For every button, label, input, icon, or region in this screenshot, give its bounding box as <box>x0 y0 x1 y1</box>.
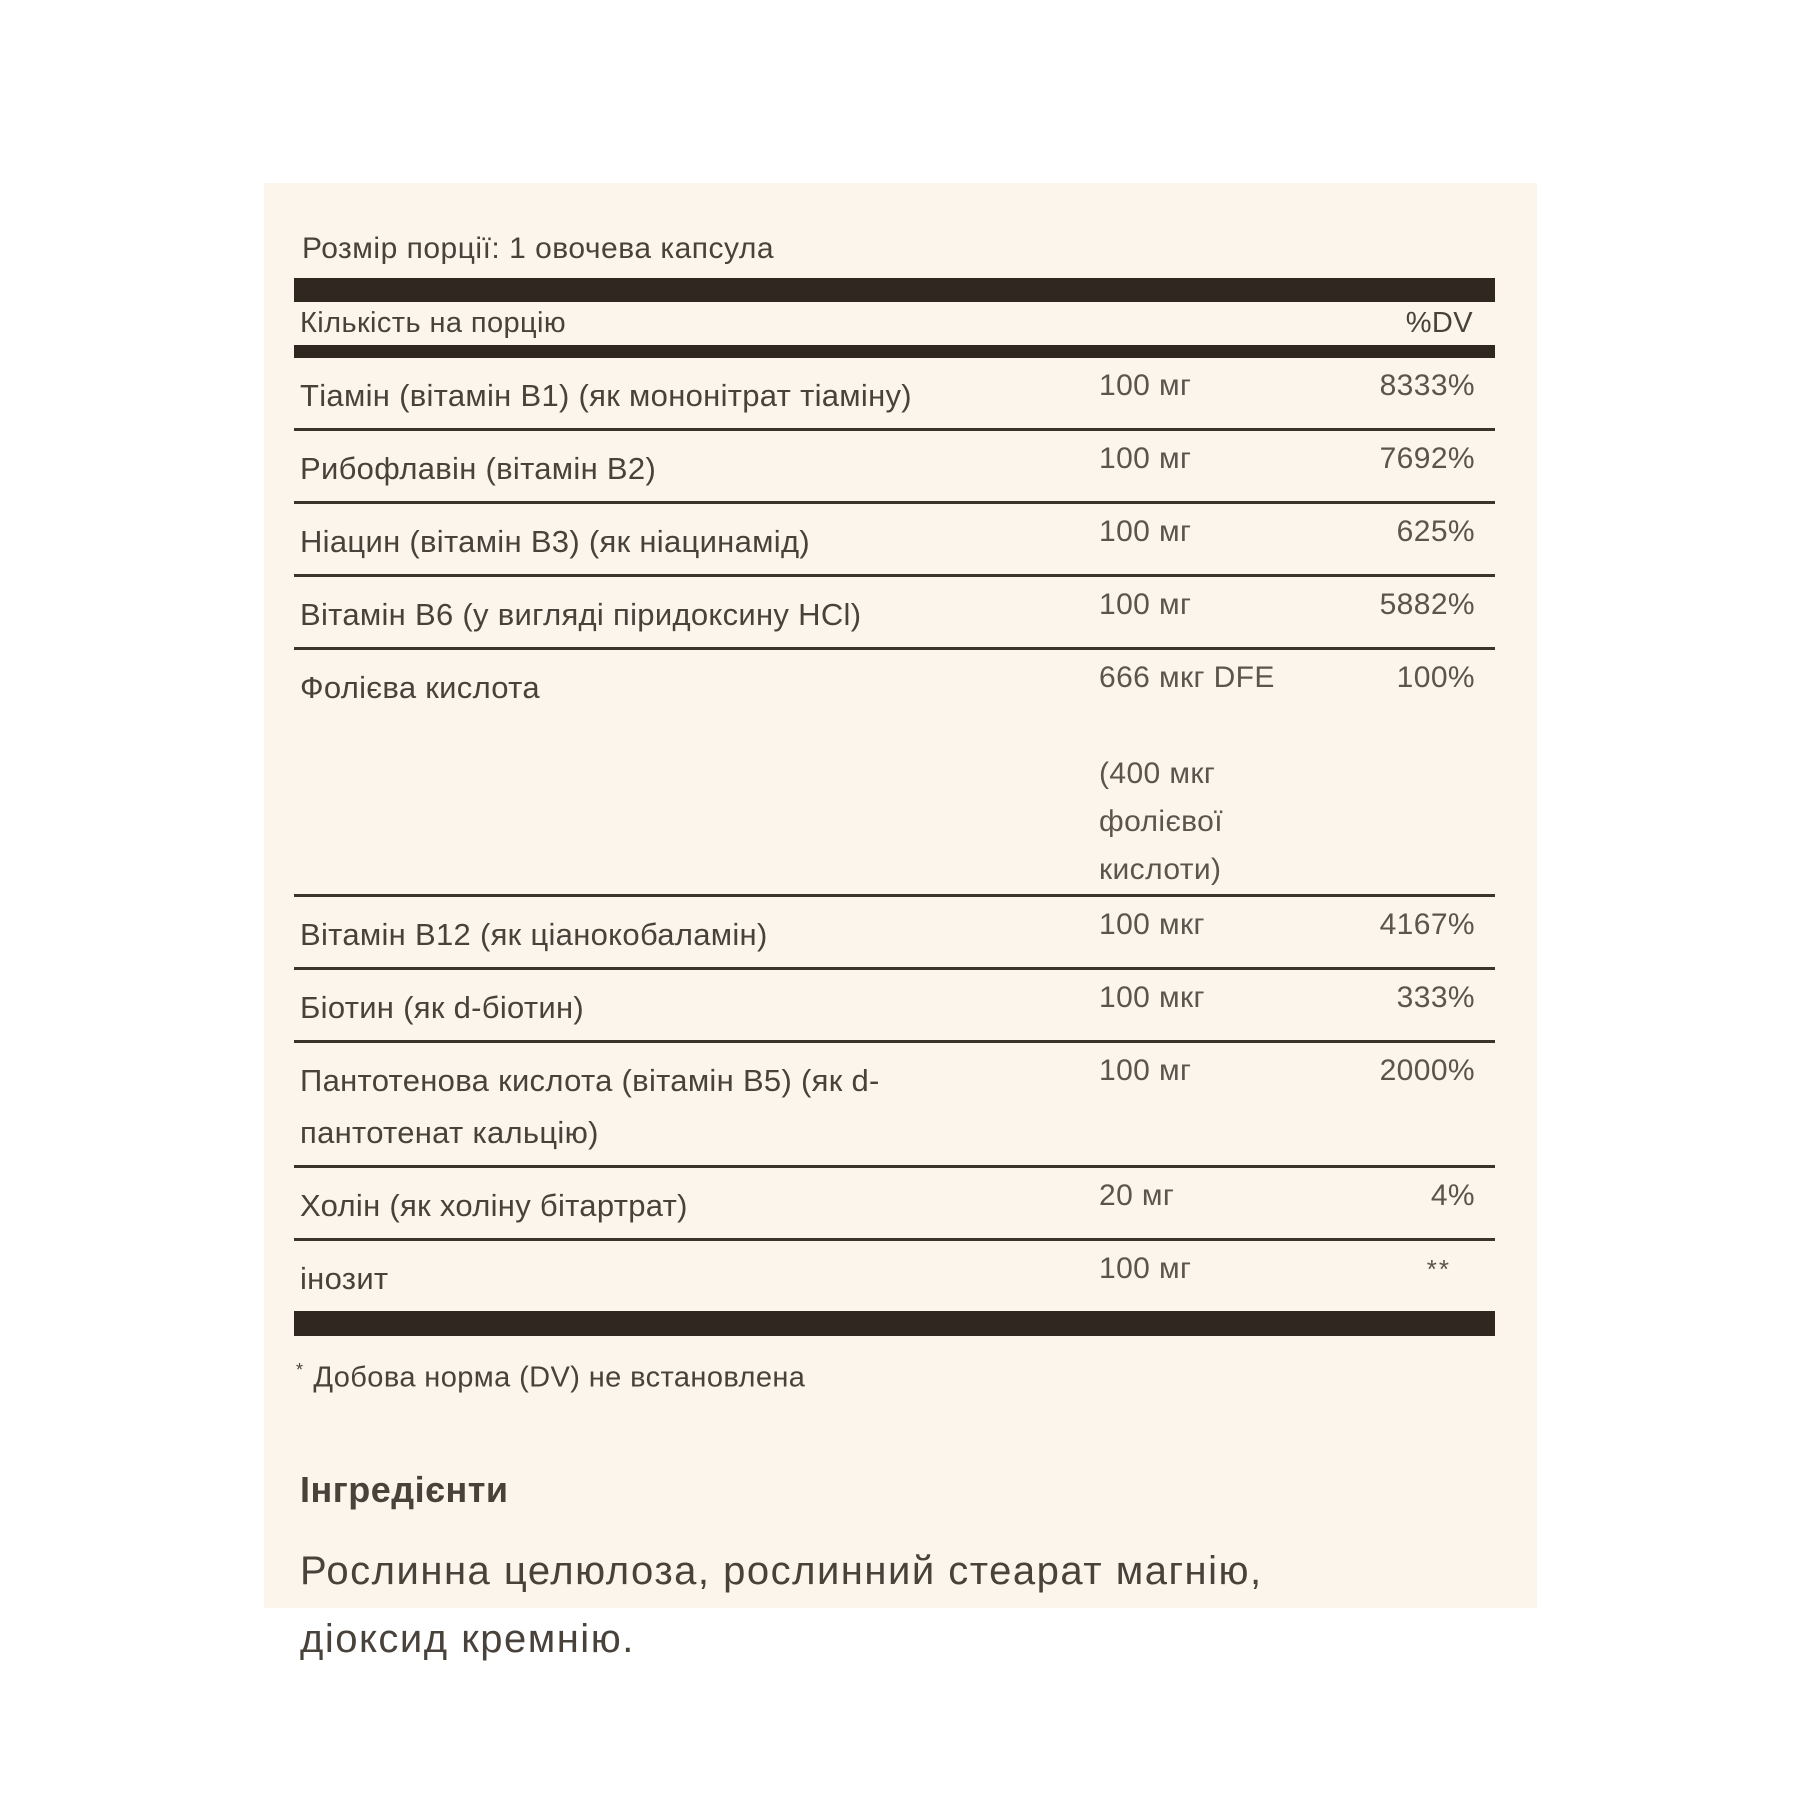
nutrient-amount: 666 мкг DFE (400 мкг фолієвої кислоти) <box>1099 661 1275 886</box>
nutrient-name: Біотин (як d-біотин) <box>300 990 585 1025</box>
footnote-text: Добова норма (DV) не встановлена <box>313 1361 806 1394</box>
nutrient-amount: 100 мг <box>1099 442 1192 475</box>
nutrient-name: Ніацин (вітамін B3) (як ніацинамід) <box>300 524 810 559</box>
nutrient-name: Пантотенова кислота (вітамін B5) (як d- пантотенат кальцію) <box>300 1063 880 1150</box>
supplement-facts-panel <box>264 183 1537 1661</box>
amount-per-serving-label: Кількість на порцію <box>300 307 567 339</box>
table-row <box>294 1238 1495 1311</box>
nutrient-dv: 4167% <box>1379 908 1475 941</box>
table-row <box>294 428 1495 501</box>
nutrient-amount: 100 мкг <box>1099 908 1205 941</box>
nutrient-name: Фолієва кислота <box>300 670 540 705</box>
dv-column-label: %DV <box>1405 307 1473 339</box>
table-row <box>294 967 1495 1040</box>
nutrient-dv: 4% <box>1430 1179 1475 1212</box>
table-row <box>294 647 1495 894</box>
table-row <box>294 894 1495 967</box>
nutrient-dv: 100% <box>1396 661 1475 694</box>
nutrient-name: Рибофлавін (вітамін B2) <box>300 451 657 486</box>
table-bottom-bar <box>294 1311 1495 1336</box>
table-row <box>294 501 1495 574</box>
table-row <box>294 1040 1495 1165</box>
nutrient-amount: 100 мкг <box>1099 981 1205 1014</box>
nutrient-dv: 625% <box>1396 515 1475 548</box>
table-header-bar <box>294 345 1495 358</box>
footnote-asterisk: * <box>296 1360 304 1380</box>
table-row <box>294 1165 1495 1238</box>
dv-footnote <box>296 1360 1537 1395</box>
nutrient-name: Холін (як холіну бітартрат) <box>300 1188 688 1223</box>
supplement-facts-table <box>294 278 1495 1336</box>
table-header-row <box>294 302 1495 345</box>
nutrient-amount: 100 мг <box>1099 588 1192 621</box>
nutrient-name: Вітамін B6 (у вигляді піридоксину HCl) <box>300 597 862 632</box>
nutrient-amount: 100 мг <box>1099 515 1192 548</box>
nutrient-dv: ** <box>1426 1254 1451 1284</box>
nutrient-name: інозит <box>300 1261 389 1296</box>
table-row <box>294 358 1495 428</box>
nutrient-amount: 20 мг <box>1099 1179 1175 1212</box>
nutrient-dv: 2000% <box>1379 1054 1475 1087</box>
nutrient-dv: 333% <box>1396 981 1475 1014</box>
nutrient-name: Вітамін B12 (як ціанокобаламін) <box>300 917 768 952</box>
nutrient-name: Тіамін (вітамін B1) (як мононітрат тіаміну) <box>300 378 912 413</box>
nutrient-amount: 100 мг <box>1099 1054 1192 1087</box>
ingredients-body: Рослинна целюлоза, рослинний стеарат магнію, діоксид кремнію. <box>300 1548 1263 1661</box>
table-row <box>294 574 1495 647</box>
nutrient-amount: 100 мг <box>1099 1252 1192 1285</box>
nutrient-dv: 8333% <box>1379 369 1475 402</box>
nutrient-dv: 7692% <box>1379 442 1475 475</box>
serving-size-text: Розмір порції: 1 овочева капсула <box>302 232 775 265</box>
ingredients-heading: Інгредієнти <box>300 1468 509 1510</box>
nutrient-dv: 5882% <box>1379 588 1475 621</box>
nutrient-amount: 100 мг <box>1099 369 1192 402</box>
table-body <box>294 358 1495 1311</box>
table-top-bar <box>294 278 1495 302</box>
